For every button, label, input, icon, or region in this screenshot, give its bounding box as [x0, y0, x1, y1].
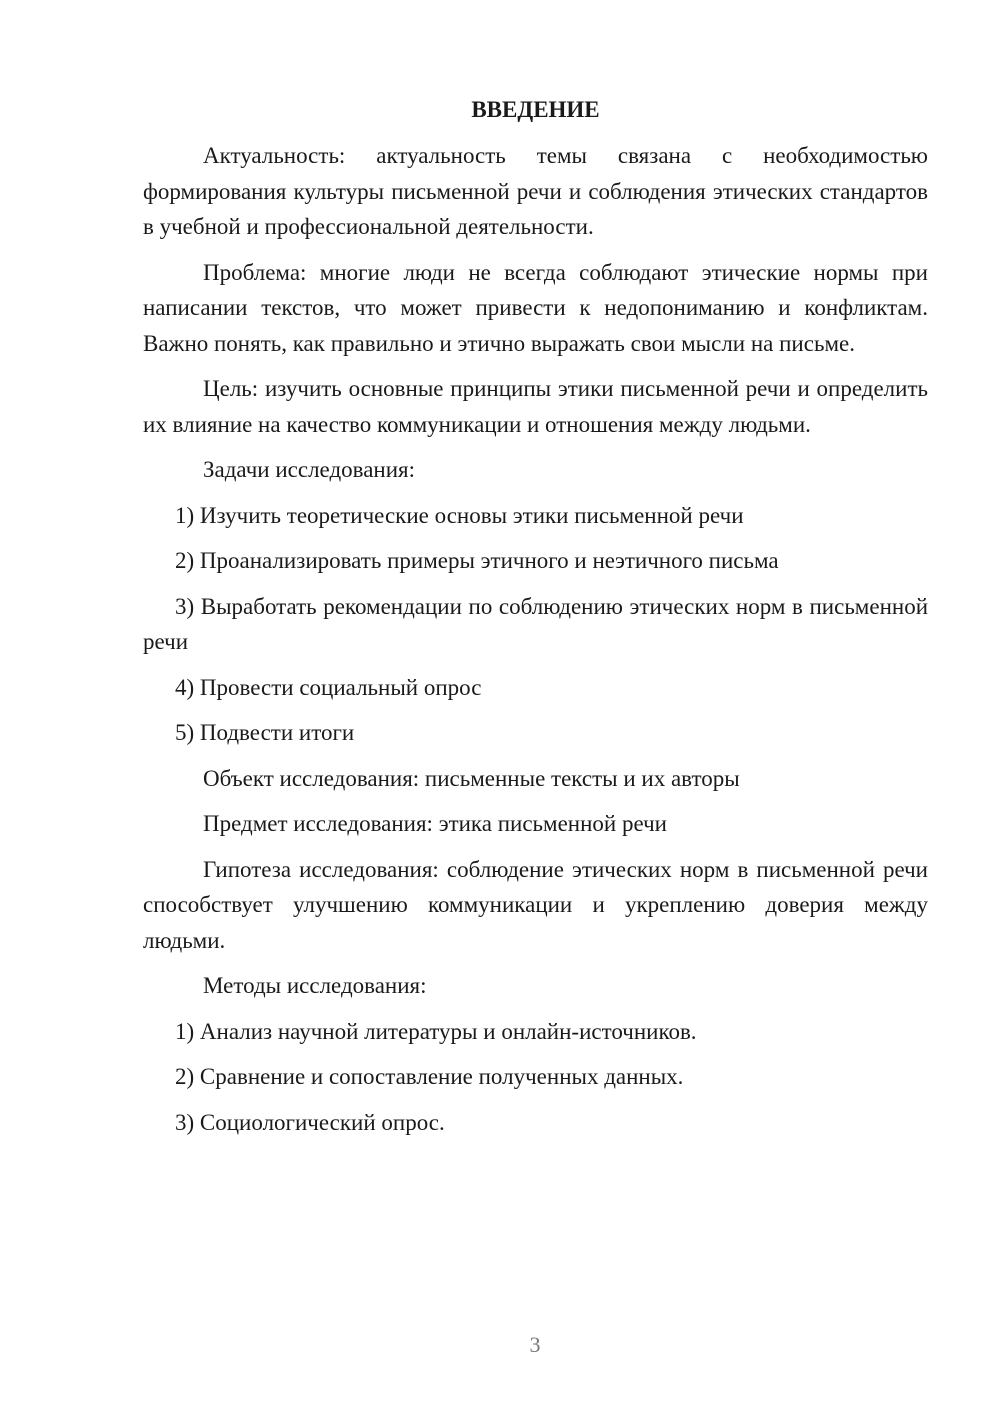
- hypothesis-paragraph: Гипотеза исследования: соблюдение этических норм в письменной речи способствует улучшению коммуникации и укреплению доверия между людьми.: [143, 856, 928, 953]
- document-page: [143, 92, 928, 1150]
- task-item: 2) Проанализировать примеры этичного и неэтичного письма: [175, 548, 779, 573]
- page-title: ВВЕДЕНИЕ: [471, 97, 600, 122]
- task-item: 5) Подвести итоги: [175, 720, 355, 745]
- method-item: 2) Сравнение и сопоставление полученных данных.: [175, 1064, 684, 1089]
- object-line: Объект исследования: письменные тексты и их авторы: [203, 765, 740, 791]
- method-item: 1) Анализ научной литературы и онлайн-источников.: [175, 1018, 697, 1044]
- methods-label: Методы исследования:: [203, 973, 427, 998]
- task-item: 4) Провести социальный опрос: [175, 674, 482, 700]
- tasks-label: Задачи исследования:: [203, 457, 416, 482]
- goal-paragraph: Цель: изучить основные принципы этики письменной речи и определить их влияние на качество коммуникации и отношения между людьми.: [143, 376, 928, 437]
- method-item: 3) Социологический опрос.: [175, 1109, 445, 1135]
- subject-line: Предмет исследования: этика письменной речи: [203, 811, 667, 836]
- task-item: 3) Выработать рекомендации по соблюдению этических норм в письменной речи: [143, 593, 928, 654]
- problem-paragraph: Проблема: многие люди не всегда соблюдают этические нормы при написании текстов, что может привести к недопониманию и конфликтам. Важно понять, как правильно и этично выражать свои мысли на письме.: [143, 259, 928, 356]
- relevance-paragraph: Актуальность: актуальность темы связана с необходимостью формирования культуры письменной речи и соблюдения этических стандартов в учебной и профессиональной деятельности.: [143, 143, 928, 239]
- task-item: 1) Изучить теоретические основы этики письменной речи: [175, 502, 744, 528]
- page-number: 3: [529, 1332, 541, 1357]
